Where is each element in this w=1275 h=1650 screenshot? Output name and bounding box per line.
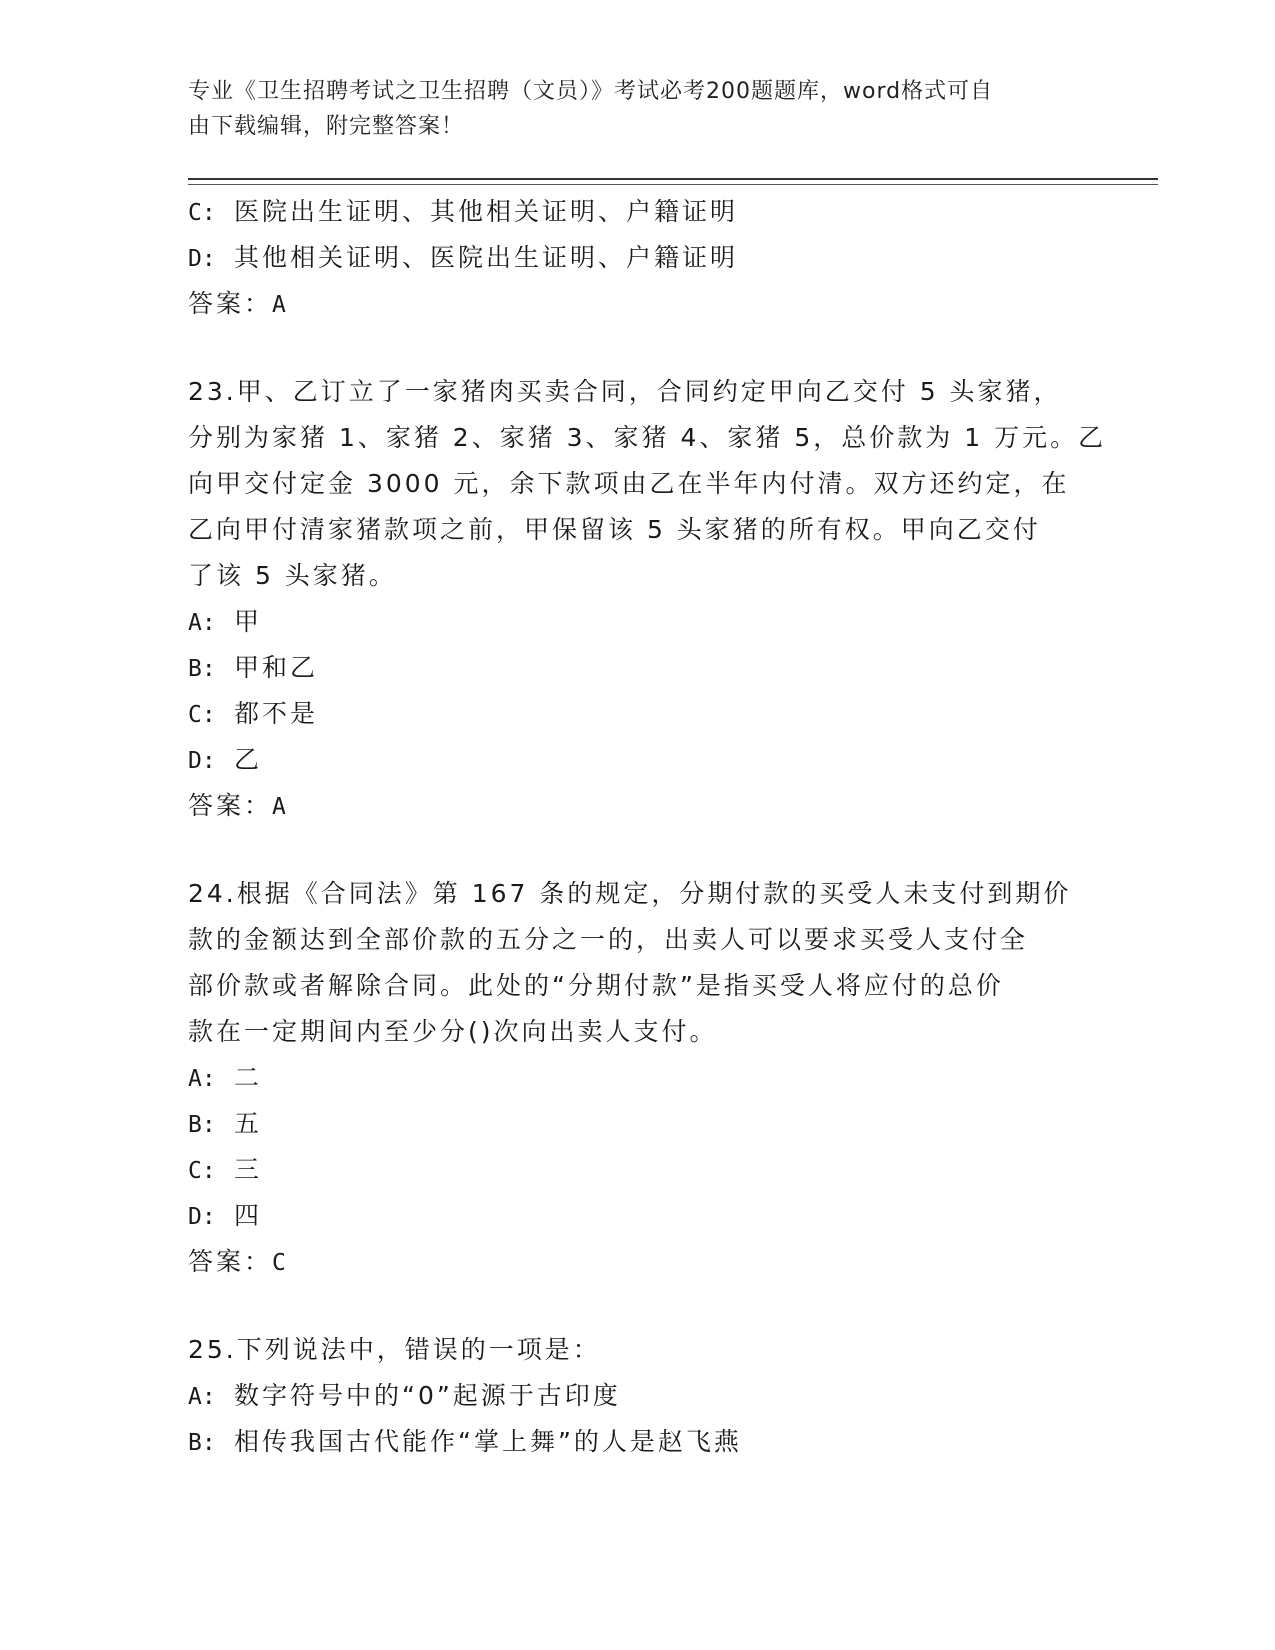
header-line-2: 由下载编辑，附完整答案！ [188, 114, 465, 139]
question-text-line: 24.根据《合同法》第 167 条的规定，分期付款的买受人未支付到期价 [188, 879, 1072, 908]
answer-value: A [272, 794, 286, 820]
option-d [188, 235, 1088, 281]
option-label: B: [188, 656, 216, 682]
option-text: 其他相关证明、医院出生证明、户籍证明 [234, 243, 739, 272]
question-text-line: 了该 5 头家猪。 [188, 561, 397, 590]
option-label: C: [188, 200, 216, 226]
option-a [188, 599, 1088, 645]
answer-label: 答案： [188, 289, 273, 318]
option-label: B: [188, 1430, 216, 1456]
option-label: C: [188, 1158, 216, 1184]
option-text: 甲和乙 [234, 653, 319, 682]
option-b [188, 645, 1088, 691]
option-text: 二 [234, 1063, 263, 1092]
answer-label: 答案： [188, 791, 273, 820]
option-d [188, 737, 1088, 783]
question-text-line: 款的金额达到全部价款的五分之一的，出卖人可以要求买受人支付全 [188, 925, 1029, 954]
option-c [188, 691, 1088, 737]
answer-label: 答案： [188, 1247, 273, 1276]
answer-line [188, 783, 1088, 829]
question-24 [188, 871, 1088, 1285]
option-text: 五 [234, 1109, 263, 1138]
option-text: 都不是 [234, 699, 319, 728]
header-divider-thick [188, 178, 1158, 180]
answer-value: C [272, 1250, 286, 1276]
option-c [188, 1147, 1088, 1193]
question-25 [188, 1327, 1088, 1465]
option-b [188, 1419, 1088, 1465]
option-b [188, 1101, 1088, 1147]
question-text-line: 乙向甲付清家猪款项之前，甲保留该 5 头家猪的所有权。甲向乙交付 [188, 515, 1041, 544]
document-header [188, 74, 1068, 144]
option-label: D: [188, 246, 216, 272]
option-d [188, 1193, 1088, 1239]
option-text: 数字符号中的“0”起源于古印度 [234, 1381, 621, 1410]
option-label: A: [188, 610, 216, 636]
answer-value: A [272, 292, 286, 318]
header-line-1: 专业《卫生招聘考试之卫生招聘（文员）》考试必考200题题库，word格式可自 [188, 79, 994, 104]
option-label: D: [188, 1204, 216, 1230]
option-c [188, 189, 1088, 235]
question-text-line: 25.下列说法中，错误的一项是： [188, 1335, 601, 1364]
question-text-line: 部价款或者解除合同。此处的“分期付款”是指买受人将应付的总价 [188, 971, 1004, 1000]
answer-line [188, 281, 1088, 327]
header-divider-thin [188, 184, 1158, 185]
option-text: 乙 [234, 745, 263, 774]
option-text: 甲 [234, 607, 263, 636]
option-a [188, 1055, 1088, 1101]
option-text: 四 [234, 1201, 263, 1230]
answer-line [188, 1239, 1088, 1285]
option-text: 医院出生证明、其他相关证明、户籍证明 [234, 197, 739, 226]
option-text: 相传我国古代能作“掌上舞”的人是赵飞燕 [234, 1427, 742, 1456]
question-fragment [188, 189, 1088, 327]
question-text-line: 23.甲、乙订立了一家猪肉买卖合同，合同约定甲向乙交付 5 头家猪， [188, 377, 1062, 406]
option-label: C: [188, 702, 216, 728]
question-text-line: 分别为家猪 1、家猪 2、家猪 3、家猪 4、家猪 5，总价款为 1 万元。乙 [188, 423, 1107, 452]
question-23 [188, 369, 1107, 829]
question-text-line: 向甲交付定金 3000 元，余下款项由乙在半年内付清。双方还约定，在 [188, 469, 1070, 498]
question-text-line: 款在一定期间内至少分()次向出卖人支付。 [188, 1017, 718, 1046]
question-list [188, 189, 1107, 1465]
option-label: A: [188, 1384, 216, 1410]
option-label: D: [188, 748, 216, 774]
option-label: B: [188, 1112, 216, 1138]
option-a [188, 1373, 1088, 1419]
option-text: 三 [234, 1155, 263, 1184]
option-label: A: [188, 1066, 216, 1092]
